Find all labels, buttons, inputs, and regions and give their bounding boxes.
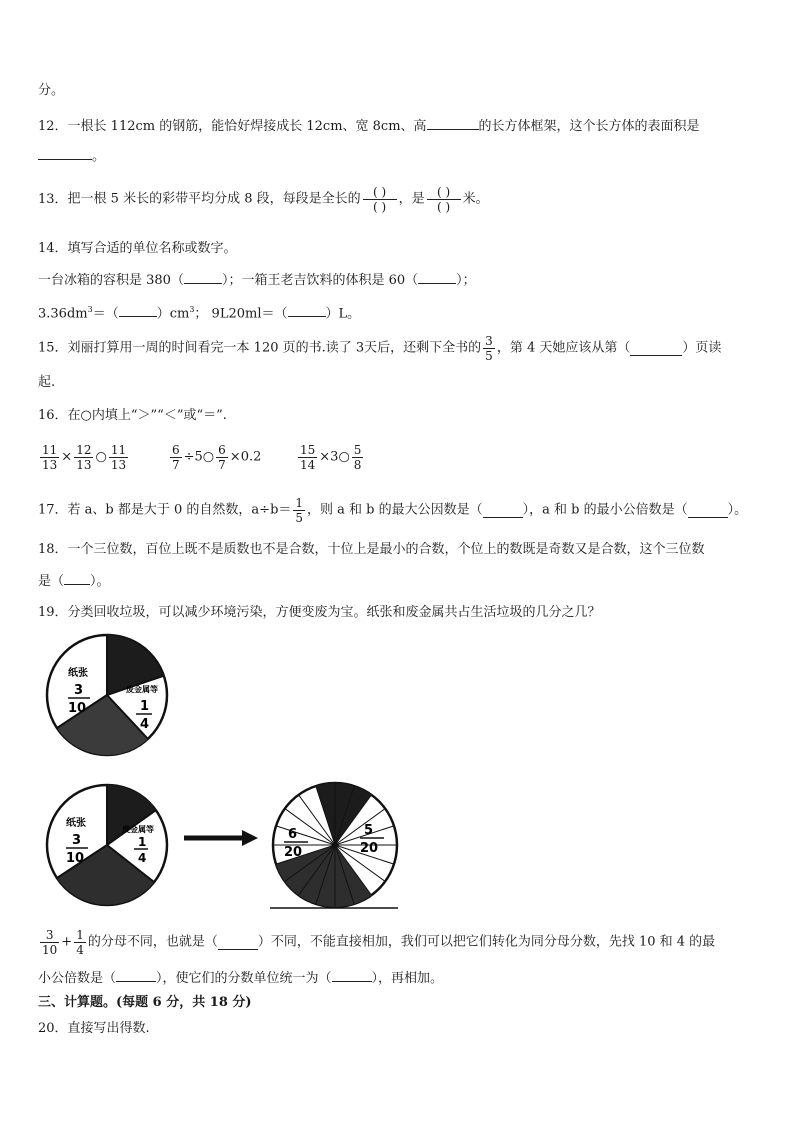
pie-label-paper: 纸张 <box>68 668 88 679</box>
question-12: 12．一根长 112cm 的钢筋，能恰好焊接成长 12cm、宽 8cm、高 的长方体框架，这个长方体的表面积是 <box>38 116 700 136</box>
question-12-cont: 。 <box>38 146 105 166</box>
fraction: $\frac{5}{8}$ <box>353 443 362 472</box>
question-18-cont: 是（ ）。 <box>38 571 110 591</box>
q11-tail: 分。 <box>38 83 65 98</box>
fraction: $\frac{1}{4}$ <box>76 928 84 957</box>
answer-blank[interactable] <box>427 116 479 130</box>
fraction: $\frac{1}{5}$ <box>295 496 304 525</box>
fraction: $\frac{11}{13}$ <box>110 443 127 472</box>
answer-blank[interactable] <box>418 270 456 284</box>
question-number: 18． <box>38 542 68 557</box>
question-number: 12． <box>38 119 68 134</box>
comparison-3 <box>296 443 365 472</box>
svg-text:20: 20 <box>360 841 379 856</box>
comparison-2: $\frac{6}{7}$ ÷5○ $\frac{6}{7}$ ×0.2 <box>172 443 262 472</box>
question-14-line2: $3.36dm^3=$（ ）$cm^3$； 9L20ml＝（ ）L。 <box>38 305 361 322</box>
answer-blank[interactable] <box>332 968 372 982</box>
pie-label-paper: 纸张 <box>66 818 86 829</box>
question-15-cont: 起. <box>38 375 56 390</box>
fraction-blank[interactable]: $\frac{( )}{( )}$ <box>427 185 461 214</box>
fraction: $\frac{3}{10}$ <box>42 928 58 957</box>
question-20: 20．直接写出得数. <box>38 1021 150 1036</box>
svg-text:3: 3 <box>74 683 84 698</box>
svg-text:1: 1 <box>140 699 150 714</box>
answer-blank[interactable] <box>184 270 222 284</box>
answer-blank[interactable] <box>119 303 157 317</box>
svg-text:3: 3 <box>72 833 82 848</box>
pie-chart-1 <box>44 632 170 758</box>
pie-chart-2 <box>44 782 170 908</box>
compare-circle[interactable]: ÷5○ <box>183 449 215 465</box>
question-number: 17． <box>38 502 68 518</box>
fraction: $\frac{6}{7}$ <box>218 443 226 472</box>
answer-blank[interactable] <box>64 571 90 585</box>
fraction: $\frac{3}{5}$ <box>485 334 493 363</box>
answer-blank[interactable] <box>483 504 523 518</box>
section-heading: 三、计算题。(每题 6 分，共 18 分) <box>38 995 252 1010</box>
fraction: $\frac{6}{7}$ <box>172 443 180 472</box>
svg-text:6: 6 <box>288 827 298 842</box>
answer-blank[interactable] <box>38 146 92 160</box>
answer-blank[interactable] <box>630 342 682 356</box>
question-17: 17．若 a、b 都是大于 0 的自然数，a÷b＝ $\frac{1}{5}$ ，则 a 和 b 的最大公因数是（ ），a 和 b 的最小公倍数是（ ）。 <box>38 496 748 525</box>
question-19-explanation-cont: 小公倍数是（ ），使它们的分数单位统一为（ ），再相加。 <box>38 968 443 988</box>
fraction: $\frac{12}{13}$ <box>76 443 92 472</box>
svg-text:5: 5 <box>364 823 374 838</box>
answer-blank[interactable] <box>218 936 258 950</box>
question-14: 14．填写合适的单位名称或数字。 <box>38 241 237 256</box>
fraction-blank[interactable]: $\frac{( )}{( )}$ <box>363 185 397 214</box>
question-number: 20． <box>38 1021 68 1036</box>
comparison-1: $\frac{11}{13}$ × $\frac{12}{13}$ ○ $\frac{11}{13}$ <box>42 443 127 472</box>
svg-text:1: 1 <box>138 835 147 849</box>
answer-blank[interactable] <box>288 303 326 317</box>
question-19-explanation: $\frac{3}{10}$ + $\frac{1}{4}$ 的分母不同，也就是（ ）不同，不能直接相加，我们可以把它们转化为同分母分数，先找 10 和 4 的最 <box>42 928 716 957</box>
pie-label-metal: 废金属等 <box>122 825 154 834</box>
question-16: 16．在○内填上“＞”“＜”或“＝”. <box>38 408 227 423</box>
fraction: $\frac{11}{13}$ <box>42 443 58 472</box>
question-number: 16． <box>38 408 68 423</box>
question-13: 13．把一根 5 米长的彩带平均分成 8 段，每段是全长的 $\frac{( )}{( )}$ ，是 $\frac{( )}{( )}$ 米。 <box>38 185 489 214</box>
answer-blank[interactable] <box>688 504 728 518</box>
question-14-line1: 一台冰箱的容积是 380（ ）；一箱王老吉饮料的体积是 60（ ）； <box>38 270 476 290</box>
question-19: 19．分类回收垃圾，可以减少环境污染，方便变废为宝。纸张和废金属共占生活垃圾的几分之几？ <box>38 605 601 620</box>
question-number: 19． <box>38 605 68 620</box>
svg-text:20: 20 <box>284 845 303 860</box>
arrow-right-icon <box>182 828 260 848</box>
pie-label-metal: 废金属等 <box>126 685 158 694</box>
pie-chart-3 <box>268 778 404 914</box>
question-number: 15． <box>38 340 68 356</box>
compare-circle[interactable]: ○ <box>95 449 107 465</box>
question-number: 13． <box>38 192 68 207</box>
answer-blank[interactable] <box>116 968 156 982</box>
svg-text:4: 4 <box>138 851 147 865</box>
compare-circle[interactable]: ×3○ <box>319 449 350 465</box>
svg-text:10: 10 <box>66 851 85 866</box>
question-18: 18．一个三位数，百位上既不是质数也不是合数，十位上是最小的合数，个位上的数既是奇数又是合数，这个三位数 <box>38 542 705 557</box>
svg-text:4: 4 <box>140 717 150 732</box>
question-number: 14． <box>38 241 68 256</box>
svg-text:10: 10 <box>68 701 87 716</box>
fraction: $\frac{15}{14}$ <box>300 443 316 472</box>
question-15: 15．刘丽打算用一周的时间看完一本 120 页的书.读了 3天后，还剩下全书的 $\frac{3}{5}$ ，第 4 天她应该从第（ ）页读 <box>38 334 722 363</box>
